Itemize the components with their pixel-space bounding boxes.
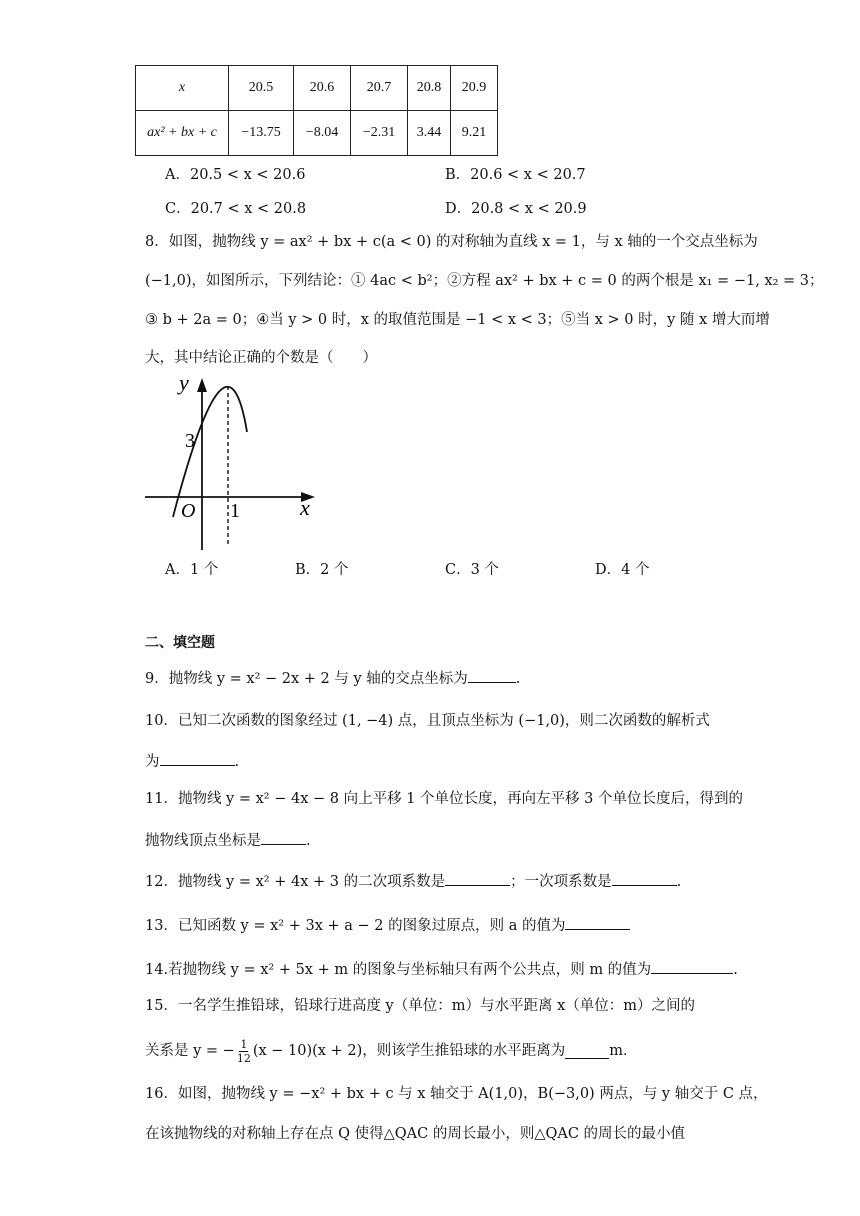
q8-line-3: ③ b + 2a = 0；④当 y > 0 时，x 的取值范围是 −1 < x < 3；⑤当 x > 0 时，y 随 x 增大而增 — [145, 312, 770, 328]
q13-text: 13．已知函数 y = x² + 3x + a − 2 的图象过原点，则 a 的值为 — [145, 918, 566, 934]
q7-option-a: A．20.5 < x < 20.6 — [165, 167, 306, 183]
table-cell: 3.44 — [408, 111, 451, 156]
value-table — [135, 65, 498, 156]
table-cell: 20.5 — [229, 66, 294, 111]
q11-line-1: 11．抛物线 y = x² − 4x − 8 向上平移 1 个单位长度，再向左平移 3 个单位长度后，得到的 — [145, 791, 743, 807]
answer-blank — [651, 958, 733, 974]
q12-part-2: ；一次项系数是 — [510, 874, 612, 890]
q12-end: . — [676, 874, 682, 890]
q14 — [145, 958, 738, 980]
table-cell: 20.9 — [451, 66, 498, 111]
fraction — [237, 1038, 251, 1065]
q10-line-2 — [145, 750, 239, 772]
q8-option-c: C．3 个 — [445, 562, 499, 578]
fraction-denominator: 12 — [236, 1051, 251, 1065]
answer-blank — [612, 870, 677, 886]
q10-line-1: 10．已知二次函数的图象经过 (1, −4) 点，且顶点坐标为 (−1,0)，则二次函数的解析式 — [145, 713, 710, 729]
table-cell: −13.75 — [229, 111, 294, 156]
table-cell: 20.8 — [408, 66, 451, 111]
q9 — [145, 667, 520, 689]
q15-line-2-mid: (x − 10)(x + 2)，则该学生推铅球的水平距离为 — [252, 1043, 566, 1059]
origin-label: O — [181, 500, 196, 522]
section-title: 二、填空题 — [145, 635, 215, 651]
x-axis-label: x — [300, 495, 310, 520]
fraction-numerator: 1 — [240, 1037, 248, 1051]
q15-line-2-start: 关系是 y = − — [145, 1043, 235, 1059]
q11-line-2 — [145, 829, 311, 851]
answer-blank — [445, 870, 510, 886]
q8-option-d: D．4 个 — [595, 562, 650, 578]
q11-line-2-start: 抛物线顶点坐标是 — [145, 833, 261, 849]
q12-part-1: 12．抛物线 y = x² + 4x + 3 的二次项系数是 — [145, 874, 446, 890]
q9-end: . — [515, 671, 521, 687]
table-cell: −8.04 — [294, 111, 351, 156]
parabola-graph — [135, 370, 335, 555]
q16-line-2: 在该抛物线的对称轴上存在点 Q 使得△QAC 的周长最小，则△QAC 的周长的最小值 — [145, 1126, 686, 1142]
q8-option-b: B．2 个 — [295, 562, 349, 578]
answer-blank — [468, 667, 516, 683]
q14-text: 14.若抛物线 y = x² + 5x + m 的图象与坐标轴只有两个公共点，则 m 的值为 — [145, 962, 652, 978]
q11-end: . — [306, 833, 311, 849]
table-cell: 9.21 — [451, 111, 498, 156]
y-axis-arrow-icon — [197, 378, 207, 392]
q8-line-2: (−1,0)，如图所示，下列结论：① 4ac < b²；②方程 ax² + bx + c = 0 的两个根是 x₁ = −1, x₂ = 3； — [145, 273, 824, 289]
x-tick-label-1: 1 — [230, 500, 240, 522]
q7-option-d: D．20.8 < x < 20.9 — [445, 201, 587, 217]
table-row — [136, 66, 498, 111]
q15-end: m． — [609, 1043, 638, 1059]
q10-end: . — [234, 754, 240, 770]
q8-line-4: 大，其中结论正确的个数是（ ） — [145, 350, 377, 366]
table-cell: 20.6 — [294, 66, 351, 111]
table-row-label: ax² + bx + c — [136, 111, 229, 156]
q7-option-c: C．20.7 < x < 20.8 — [165, 201, 307, 217]
answer-blank — [565, 1043, 609, 1059]
y-axis-label: y — [179, 370, 189, 395]
q9-text: 9．抛物线 y = x² − 2x + 2 与 y 轴的交点坐标为 — [145, 671, 468, 687]
q14-end: . — [733, 962, 738, 978]
q10-line-2-start: 为 — [145, 754, 160, 770]
q16-line-1: 16．如图，抛物线 y = −x² + bx + c 与 x 轴交于 A(1,0)，B(−3,0) 两点，与 y 轴交于 C 点， — [145, 1086, 768, 1102]
table-cell: 20.7 — [351, 66, 408, 111]
answer-blank — [565, 914, 630, 930]
q13 — [145, 914, 630, 936]
q12 — [145, 870, 681, 892]
table-header-x: x — [136, 66, 229, 111]
y-tick-label-3: 3 — [185, 430, 195, 452]
q8-line-1: 8．如图，抛物线 y = ax² + bx + c(a < 0) 的对称轴为直线 x = 1，与 x 轴的一个交点坐标为 — [145, 234, 758, 250]
q15-line-2 — [145, 1035, 637, 1067]
answer-blank — [160, 750, 235, 766]
q7-option-b: B．20.6 < x < 20.7 — [445, 167, 586, 183]
table-cell: −2.31 — [351, 111, 408, 156]
table-row — [136, 111, 498, 156]
answer-blank — [261, 829, 306, 845]
q8-option-a: A．1 个 — [165, 562, 219, 578]
q15-line-1: 15．一名学生推铅球，铅球行进高度 y（单位：m）与水平距离 x（单位：m）之间的 — [145, 998, 696, 1014]
